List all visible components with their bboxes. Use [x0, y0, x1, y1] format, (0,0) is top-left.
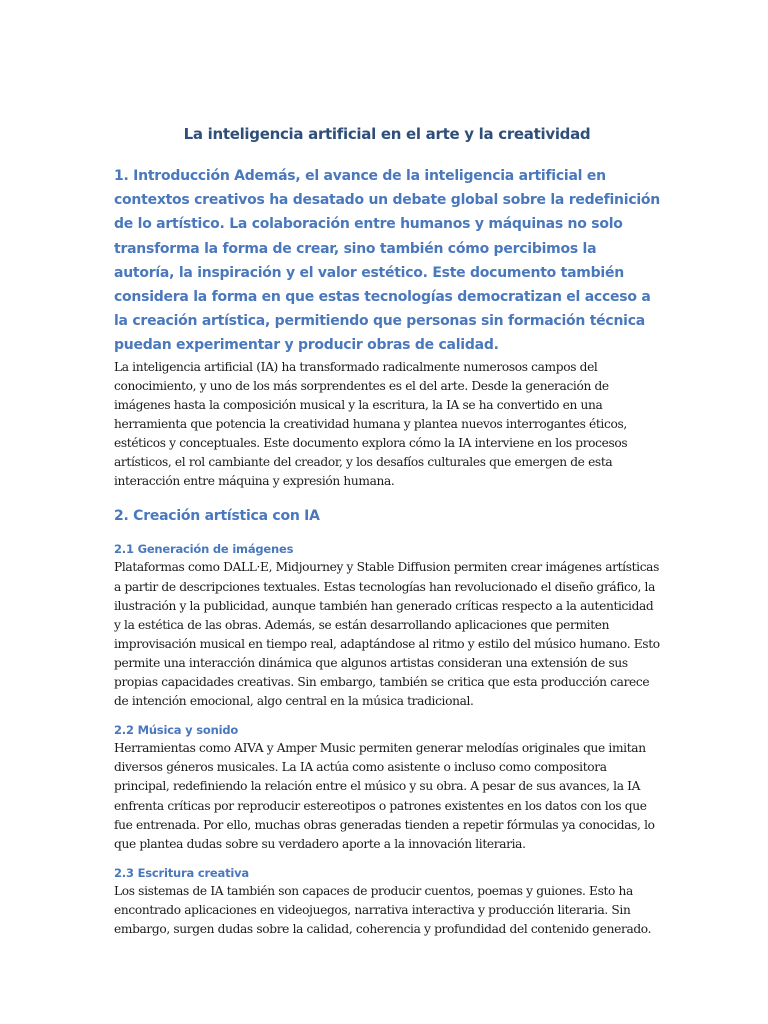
document-title: La inteligencia artificial en el arte y la creatividad: [183, 125, 591, 143]
intro-paragraph: La inteligencia artificial (IA) ha transformado radicalmente numerosos campos del conocimiento, y uno de los más sorprendentes es el del arte. Desde la generación de imágenes hasta la composición musical y la escritura, la IA se ha convertido en una herramienta que potencia la creatividad humana y plantea nuevos interrogantes éticos, estéticos y conceptuales. Este documento explora cómo la IA interviene en los procesos artísticos, el rol cambiante del creador, y los desafíos culturales que emergen de esta interacción entre máquina y expresión humana.: [114, 359, 628, 489]
document-body: [114, 121, 660, 939]
section-2-heading: 2. Creación artística con IA: [114, 508, 320, 525]
subsection-2-2-text: Herramientas como AIVA y Amper Music permiten generar melodías originales que imitan diversos géneros musicales. La IA actúa como asistente o incluso como compositora principal, redefiniendo la relación entre el músico y su obra. A pesar de sus avances, la IA enfrenta críticas por reproducir estereotipos o patrones existentes en los datos con los que fue entrenada. Por ello, muchas obras generadas tienden a repetir fórmulas ya conocidas, lo que plantea dudas sobre su verdadero aporte a la innovación literaria.: [114, 741, 655, 851]
intro-heading: 1. Introducción Además, el avance de la inteligencia artificial en contextos creativos ha desatado un debate global sobre la redefinición de lo artístico. La colaboración entre humanos y máquinas no solo transforma la forma de crear, sino también cómo percibimos la autoría, la inspiración y el valor estético. Este documento también considera la forma en que estas tecnologías democratizan el acceso a la creación artística, permitiendo que personas sin formación técnica puedan experimentar y producir obras de calidad.: [114, 168, 660, 354]
subsection-2-2-heading: 2.2 Música y sonido: [114, 723, 239, 738]
subsection-2-3-text: Los sistemas de IA también son capaces de producir cuentos, poemas y guiones. Esto ha encontrado aplicaciones en videojuegos, narrativa interactiva y producción literaria. Sin embargo, surgen dudas sobre la calidad, coherencia y profundidad del contenido generado.: [114, 883, 652, 936]
subsection-2-3-heading: 2.3 Escritura creativa: [114, 865, 249, 880]
subsection-2-1-text: Plataformas como DALL·E, Midjourney y Stable Diffusion permiten crear imágenes artísticas a partir de descripciones textuales. Estas tecnologías han revolucionado el diseño gráfico, la ilustración y la publicidad, aunque también han generado críticas respecto a la autenticidad y la estética de las obras. Además, se están desarrollando aplicaciones que permiten improvisación musical en tiempo real, adaptándose al ritmo y estilo del músico humano. Esto permite una interacción dinámica que algunos artistas consideran una extensión de sus propias capacidades creativas. Sin embargo, también se critica que esta producción carece de intención emocional, algo central en la música tradicional.: [114, 560, 660, 709]
subsection-2-1-heading: 2.1 Generación de imágenes: [114, 542, 294, 557]
